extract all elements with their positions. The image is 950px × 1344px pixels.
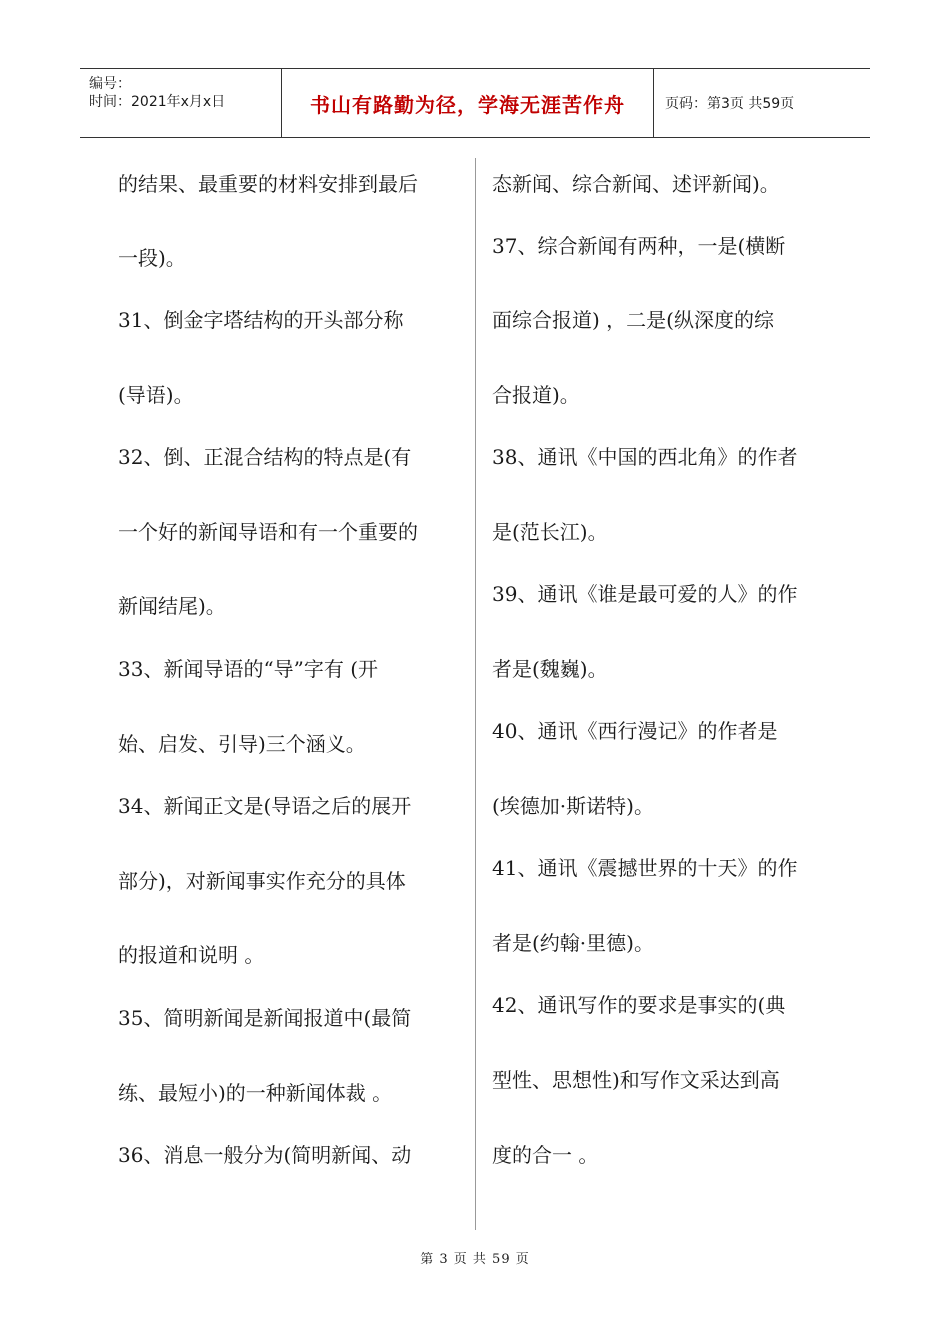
left-line: 的结果、最重要的材料安排到最后 — [118, 172, 418, 196]
left-line: 一段)。 — [118, 246, 186, 270]
header-motto-cell — [282, 69, 654, 137]
left-line: 新闻结尾)。 — [118, 594, 226, 618]
left-line: (导语)。 — [118, 383, 194, 407]
right-line: 是(范长江)。 — [492, 520, 608, 544]
left-line: 练、最短小)的一种新闻体裁 。 — [118, 1081, 393, 1105]
left-line: 的报道和说明 。 — [118, 943, 265, 967]
right-line: 37、综合新闻有两种，一是(横断 — [492, 234, 786, 258]
document-number-label: 编号： — [89, 76, 131, 92]
left-line: 34、新闻正文是(导语之后的展开 — [118, 794, 412, 818]
left-line: 32、倒、正混合结构的特点是(有 — [118, 445, 412, 469]
document-header — [80, 68, 870, 138]
right-line: 者是(魏巍)。 — [492, 657, 608, 681]
right-line: 42、通讯写作的要求是事实的(典 — [492, 993, 786, 1017]
left-line: 一个好的新闻导语和有一个重要的 — [118, 520, 418, 544]
header-motto: 书山有路勤为径，学海无涯苦作舟 — [310, 92, 625, 117]
right-line: 40、通讯《西行漫记》的作者是 — [492, 719, 778, 743]
column-divider — [475, 158, 476, 1230]
header-meta-cell — [80, 69, 282, 137]
right-line: 度的合一 。 — [492, 1143, 599, 1167]
right-line: 型性、思想性)和写作文采达到高 — [492, 1068, 780, 1092]
left-line: 33、新闻导语的“导”字有 (开 — [118, 657, 379, 681]
left-line: 部分)，对新闻事实作充分的具体 — [118, 869, 406, 893]
right-line: (埃德加·斯诺特)。 — [492, 794, 654, 818]
right-line: 38、通讯《中国的西北角》的作者 — [492, 445, 798, 469]
right-line: 合报道)。 — [492, 383, 580, 407]
page-footer: 第 3 页 共 59 页 — [420, 1252, 530, 1267]
right-line: 态新闻、综合新闻、述评新闻)。 — [492, 172, 780, 196]
header-page-cell — [655, 69, 870, 137]
right-line: 41、通讯《震撼世界的十天》的作 — [492, 856, 798, 880]
left-line: 始、启发、引导)三个涵义。 — [118, 732, 366, 756]
document-time-label: 时间：2021年x月x日 — [89, 94, 226, 110]
header-page-info: 页码：第3页 共59页 — [665, 96, 795, 112]
right-line: 面综合报道) ，二是(纵深度的综 — [492, 308, 774, 332]
left-line: 36、消息一般分为(简明新闻、动 — [118, 1143, 412, 1167]
left-line: 35、简明新闻是新闻报道中(最简 — [118, 1006, 412, 1030]
right-line: 者是(约翰·里德)。 — [492, 931, 654, 955]
right-line: 39、通讯《谁是最可爱的人》的作 — [492, 582, 798, 606]
left-line: 31、倒金字塔结构的开头部分称 — [118, 308, 404, 332]
